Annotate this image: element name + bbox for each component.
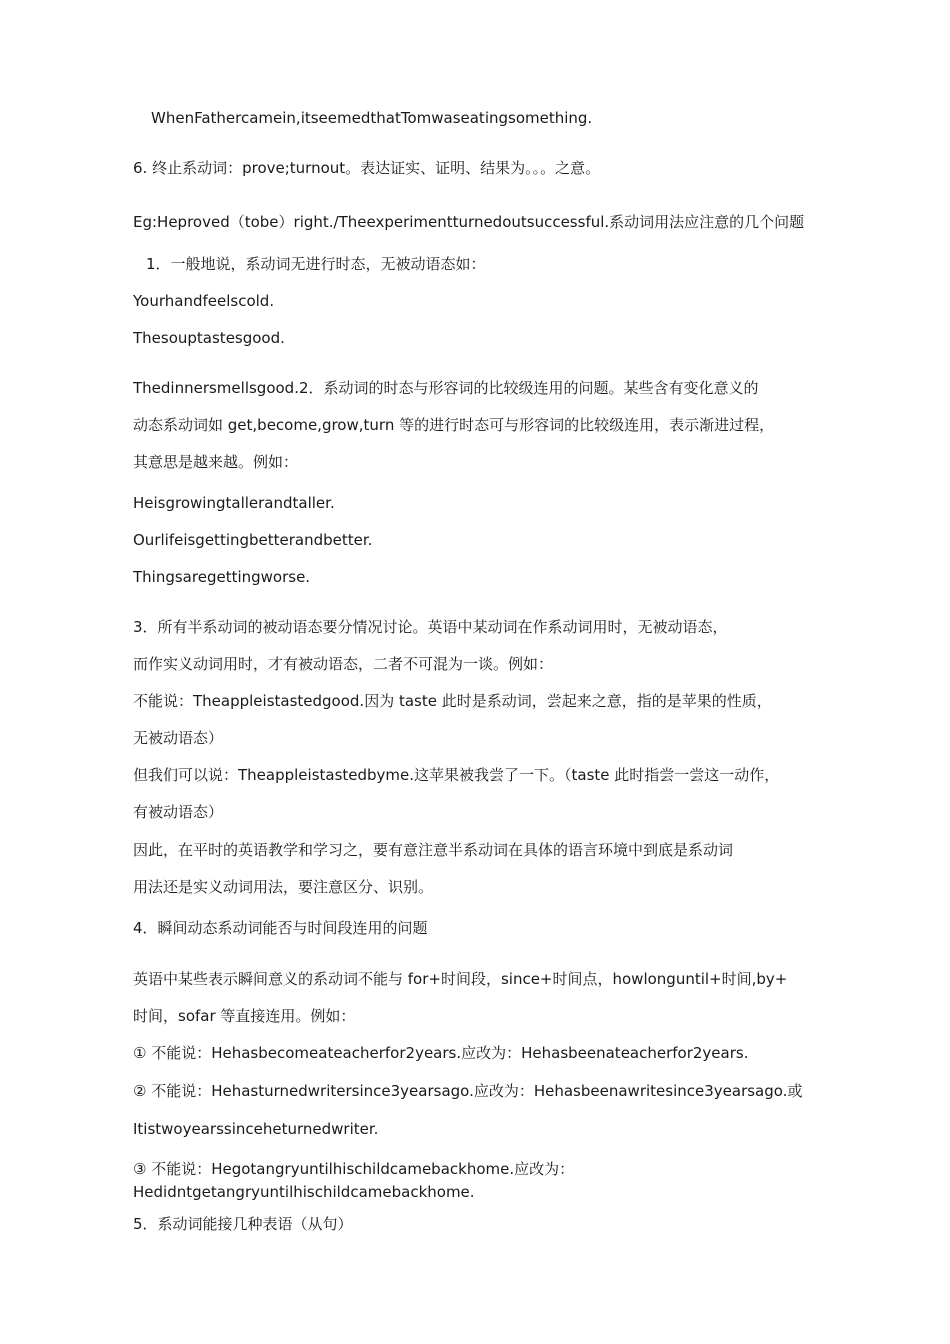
text-line: 不能说：Theappleistastedgood.因为 taste 此时是系动词，尝起来之意，指的是苹果的性质， — [133, 692, 772, 710]
text-line: 5．系动词能接几种表语（从句） — [133, 1215, 353, 1233]
text-line: 其意思是越来越。例如： — [133, 453, 299, 471]
text-line: Ourlifeisgettingbetterandbetter. — [133, 531, 373, 549]
text-line: Thedinnersmellsgood.2．系动词的时态与形容词的比较级连用的问题。某些含有变化意义的 — [133, 379, 759, 397]
text-line: 有被动语态） — [133, 803, 224, 821]
text-line: Thingsaregettingworse. — [133, 568, 311, 586]
text-line: Heisgrowingtallerandtaller. — [133, 494, 335, 512]
text-line: 英语中某些表示瞬间意义的系动词不能与 for+时间段，since+时间点，howlonguntil+时间,by+ — [133, 970, 788, 988]
text-line: 无被动语态） — [133, 729, 224, 747]
text-line: Itistwoyearssinceheturnedwriter. — [133, 1120, 379, 1138]
text-line: Eg:Heproved（tobe）right./Theexperimentturnedoutsuccessful.系动词用法应注意的几个问题 — [133, 213, 805, 231]
text-line: 而作实义动词用时，才有被动语态，二者不可混为一谈。例如： — [133, 655, 554, 673]
text-line: 4．瞬间动态系动词能否与时间段连用的问题 — [133, 919, 428, 937]
text-line: 但我们可以说：Theappleistastedbyme.这苹果被我尝了一下。（taste 此时指尝一尝这一动作， — [133, 766, 780, 784]
text-line: Thesouptastesgood. — [133, 329, 285, 347]
text-line: ② 不能说：Hehasturnedwritersince3yearsago.应改为：Hehasbeenawritesince3yearsago.或 — [133, 1082, 803, 1100]
text-line: 因此，在平时的英语教学和学习之，要有意注意半系动词在具体的语言环境中到底是系动词 — [133, 841, 734, 859]
text-line: ③ 不能说：Hegotangryuntilhischildcamebackhome.应改为： — [133, 1160, 575, 1178]
text-line: Yourhandfeelscold. — [133, 292, 275, 310]
text-line: 用法还是实义动词用法，要注意区分、识别。 — [133, 878, 434, 896]
text-line: 1．一般地说，系动词无进行时态，无被动语态如： — [146, 255, 486, 273]
text-line: ① 不能说：Hehasbecomeateacherfor2years.应改为：Hehasbeenateacherfor2years. — [133, 1044, 749, 1062]
text-line: 6. 终止系动词：prove;turnout。表达证实、证明、结果为。。。之意。 — [133, 159, 601, 177]
text-line: 动态系动词如 get,become,grow,turn 等的进行时态可与形容词的比较级连用，表示渐进过程， — [133, 416, 775, 434]
text-line: 3．所有半系动词的被动语态要分情况讨论。英语中某动词在作系动词用时，无被动语态， — [133, 618, 728, 636]
text-line: WhenFathercamein,itseemedthatTomwaseatingsomething. — [151, 109, 593, 127]
text-line: 时间，sofar 等直接连用。例如： — [133, 1007, 356, 1025]
text-line: Hedidntgetangryuntilhischildcamebackhome. — [133, 1183, 475, 1201]
